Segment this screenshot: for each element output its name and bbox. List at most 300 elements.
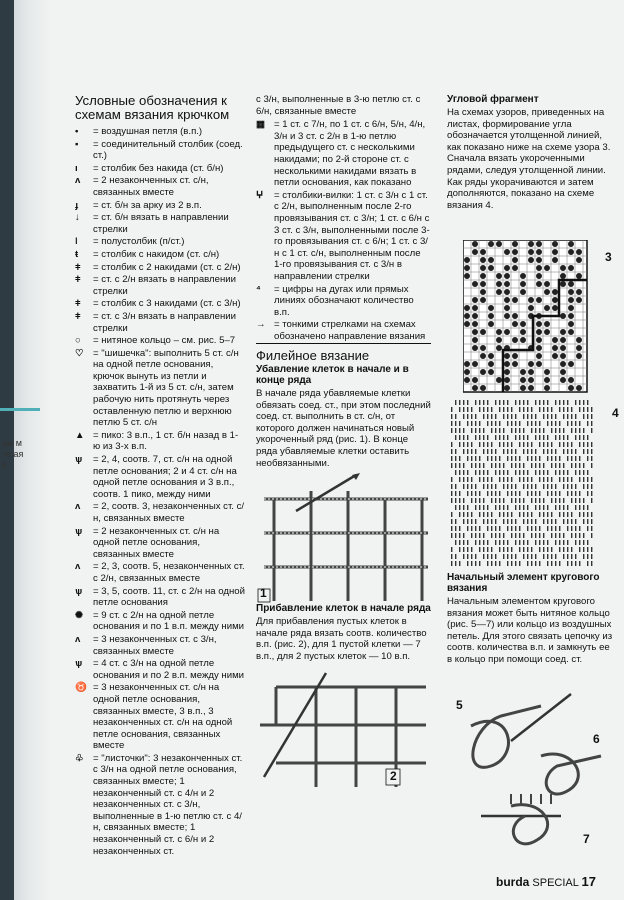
stitch-mark [547,400,548,405]
filled-cell [488,369,494,375]
legend-text: = 2, 4, соотв. 7, ст. с/н на одной петле основания; 2 и 4 ст. с/н на одной петле основания и 3 в.п., соотв. 1 пико, между ними [93,454,237,500]
stitch-symbol-icon: ⁴ [256,283,261,295]
stitch-symbol-icon: ⵖ [256,189,264,201]
filled-cell [568,265,574,271]
legend-text: = 2 незаконченных ст. с/н на одной петле основания, связанных вместе [93,525,220,560]
stitch-mark [483,428,484,433]
stitch-mark [527,421,528,426]
stitch-mark [563,407,564,412]
stitch-mark [527,477,528,482]
filled-cell [504,377,510,383]
stitch-mark [539,498,540,503]
stitch-mark [475,554,476,559]
stitch-mark [567,470,568,475]
stitch-mark [579,456,580,461]
filled-cell [568,241,574,247]
stitch-mark [451,547,452,552]
stitch-mark [559,407,560,412]
stitch-mark [571,442,572,447]
stitch-mark [519,435,520,440]
filled-cell [488,265,494,271]
filled-cell [560,281,566,287]
stitch-mark [455,435,456,440]
filled-cell [560,345,566,351]
stitch-symbol-icon: ʌ [75,501,81,513]
filled-cell [544,377,550,383]
stitch-mark [531,561,532,566]
stitch-mark [559,421,560,426]
stitch-mark [571,519,572,524]
stitch-mark [475,470,476,475]
stitch-mark [475,498,476,503]
filled-cell [528,369,534,375]
stitch-mark [551,477,552,482]
stitch-mark [507,540,508,545]
stitch-mark [491,407,492,412]
stitch-mark [471,547,472,552]
stitch-mark [495,463,496,468]
stitch-mark [543,505,544,510]
filled-cell [552,305,558,311]
stitch-mark [479,407,480,412]
stitch-mark [559,505,560,510]
stitch-mark [471,477,472,482]
stitch-mark [563,435,564,440]
stitch-mark [555,456,556,461]
stitch-mark [491,463,492,468]
stitch-mark [503,519,504,524]
stitch-mark [539,421,540,426]
stitch-mark [495,505,496,510]
stitch-mark [551,428,552,433]
filled-cell [552,297,558,303]
stitch-mark [495,428,496,433]
stitch-mark [515,456,516,461]
stitch-mark [511,512,512,517]
filled-cell [552,345,558,351]
stitch-mark [487,449,488,454]
stitch-mark [519,421,520,426]
stitch-mark [571,407,572,412]
stitch-mark [551,547,552,552]
stitch-mark [479,442,480,447]
stitch-mark [579,435,580,440]
page-number: 17 [581,874,596,889]
stitch-mark [479,498,480,503]
stitch-mark [551,533,552,538]
stitch-mark [511,456,512,461]
filled-cell [560,337,566,343]
stitch-mark [459,435,460,440]
stitch-mark [495,449,496,454]
filled-cell [520,337,526,343]
stitch-symbol-icon: → [256,319,266,331]
stitch-mark [571,484,572,489]
stitch-mark [503,533,504,538]
stitch-mark [555,519,556,524]
stitch-mark [451,477,452,482]
stitch-mark [587,505,588,510]
stitch-mark [455,554,456,559]
legend-item [75,126,245,138]
stitch-mark [563,428,564,433]
stitch-mark [547,477,548,482]
corner-title: Угловой фрагмент [447,94,539,105]
filled-cell [536,297,542,303]
stitch-mark [591,407,592,412]
stitch-mark [491,484,492,489]
stitch-mark [575,456,576,461]
legend-list-2 [256,119,431,342]
legend-text: = столбик без накида (ст. б/н) [93,162,224,174]
stitch-mark [575,470,576,475]
stitch-mark [567,407,568,412]
stitch-mark [499,407,500,412]
stitch-mark [475,435,476,440]
stitch-mark [459,400,460,405]
legend-item [256,190,431,283]
stitch-mark [563,498,564,503]
stitch-mark [587,407,588,412]
filled-cell [512,321,518,327]
stitch-mark [583,540,584,545]
filled-cell [536,273,542,279]
legend-text: = столбик с 3 накидами (ст. с 3/н) [93,298,241,310]
stitch-mark [475,400,476,405]
filled-cell [568,361,574,367]
filled-cell [464,361,470,367]
filled-cell [520,289,526,295]
stitch-mark [455,414,456,419]
stitch-mark [539,526,540,531]
stitch-mark [527,484,528,489]
stitch-mark [535,456,536,461]
stitch-mark [491,547,492,552]
stitch-symbol-icon: ı [75,162,78,174]
stitch-mark [547,540,548,545]
stitch-mark [579,400,580,405]
filled-cell [536,249,542,255]
legend-item [75,212,245,235]
filled-cell [480,289,486,295]
stitch-mark [463,435,464,440]
stitch-mark [491,477,492,482]
stitch-mark [459,512,460,517]
stitch-mark [519,561,520,566]
stitch-mark [451,519,452,524]
filled-cell [576,385,582,391]
stitch-mark [507,414,508,419]
stitch-mark [579,442,580,447]
stitch-mark [539,463,540,468]
stitch-mark [467,561,468,566]
legend-text: = 1 ст. с 7/н, по 1 ст. с 6/н, 5/н, 4/н, 3/н и 3 ст. с 2/н в 1-ю петлю предыдущего ст. с несколькими накидами; по 2-й стороне ст. с несколькими накидами вязать в петли основания, как показано [274,119,426,189]
stitch-mark [535,449,536,454]
stitch-mark [531,491,532,496]
stitch-mark [579,533,580,538]
stitch-mark [571,421,572,426]
legend-item [75,348,245,429]
legend-text: = пико: 3 в.п., 1 ст. б/н назад в 1-ю из 3-х в.п. [93,429,239,453]
stitch-mark [471,428,472,433]
stitch-mark [591,533,592,538]
stitch-mark [455,456,456,461]
stitch-symbol-icon: ǂ [75,310,81,322]
legend-text: = ст. с 3/н вязать в направлении стрелки [93,310,237,334]
stitch-mark [543,435,544,440]
filled-cell [464,369,470,375]
filled-cell [480,329,486,335]
stitch-mark [567,554,568,559]
filled-cell [528,257,534,263]
stitch-mark [475,449,476,454]
stitch-mark [547,470,548,475]
stitch-mark [547,547,548,552]
stitch-symbol-icon: ▦ [256,119,266,131]
filled-cell [544,265,550,271]
stitch-mark [547,484,548,489]
stitch-mark [467,505,468,510]
stitch-mark [583,512,584,517]
pattern-chart-4 [451,400,601,575]
legend-item [75,610,245,633]
stitch-mark [547,456,548,461]
stitch-mark [451,414,452,419]
filled-cell [560,369,566,375]
stitch-mark [495,421,496,426]
legend-text: = 3, 5, соотв. 11, ст. с 2/н на одной петле основания [93,585,245,609]
stitch-mark [499,463,500,468]
stitch-mark [591,449,592,454]
stitch-mark [483,554,484,559]
stitch-mark [583,484,584,489]
stitch-mark [555,414,556,419]
stitch-mark [559,442,560,447]
stitch-mark [455,498,456,503]
stitch-mark [579,512,580,517]
legend-title: Условные обозначения к схемам вязания крючком [75,93,230,122]
filled-cell [480,249,486,255]
filled-cell [512,241,518,247]
stitch-mark [507,407,508,412]
stitch-mark [575,463,576,468]
filled-cell [552,241,558,247]
stitch-symbol-icon: ○ [75,335,81,347]
filled-cell [520,273,526,279]
stitch-mark [535,484,536,489]
filled-cell [552,289,558,295]
stitch-mark [487,407,488,412]
filled-cell [560,313,566,319]
stitch-mark [519,407,520,412]
stitch-mark [551,561,552,566]
stitch-mark [511,526,512,531]
filled-cell [512,257,518,263]
stitch-mark [503,449,504,454]
filled-cell [528,241,534,247]
legend-text: = столбик с накидом (ст. с/н) [93,248,220,260]
stitch-mark [527,554,528,559]
legend-item [75,311,245,334]
stitch-mark [547,561,548,566]
stitch-mark [559,477,560,482]
stitch-mark [535,498,536,503]
stitch-mark [555,428,556,433]
stitch-mark [463,428,464,433]
stitch-mark [463,400,464,405]
stitch-mark [551,456,552,461]
stitch-mark [531,526,532,531]
stitch-mark [507,547,508,552]
stitch-mark [567,547,568,552]
filled-cell [472,337,478,343]
stitch-mark [515,463,516,468]
stitch-mark [467,540,468,545]
stitch-mark [531,442,532,447]
stitch-mark [535,428,536,433]
stitch-symbol-icon: ʌ [75,175,81,187]
stitch-mark [547,435,548,440]
stitch-mark [535,414,536,419]
filled-cell [560,273,566,279]
stitch-mark [571,554,572,559]
stitch-mark [511,428,512,433]
stitch-mark [471,533,472,538]
stitch-mark [511,547,512,552]
filled-cell [504,249,510,255]
stitch-mark [459,533,460,538]
stitch-mark [495,456,496,461]
stitch-mark [555,498,556,503]
filled-cell [576,249,582,255]
stitch-mark [483,470,484,475]
filled-cell [464,321,470,327]
stitch-mark [519,533,520,538]
filled-cell [464,273,470,279]
stitch-mark [479,540,480,545]
filled-cell [472,361,478,367]
stitch-mark [571,498,572,503]
stitch-mark [539,456,540,461]
stitch-mark [555,561,556,566]
stitch-mark [523,428,524,433]
legend-text: = столбики-вилки: 1 ст. с 3/н с 1 ст. с 2/н, выполненным после 2-го провязывания ст. с 3/н; 1 ст. с 6/н с 3 ст. с 3/н, выполненными после 3-го провязывания ст. с 6/н; 1 ст. с 3/н с 1 ст. с/н, выполненным после 1-го провязывания ст. с 3/н в направлении стрелки [274,189,430,282]
stitch-mark [507,512,508,517]
stitch-mark [535,519,536,524]
stitch-mark [479,421,480,426]
stitch-mark [471,491,472,496]
stitch-mark [563,519,564,524]
stitch-mark [507,505,508,510]
figure-2-label: 2 [390,768,397,783]
stitch-mark [559,512,560,517]
legend-item [75,139,245,162]
legend-text: = нитяное кольцо – см. рис. 5–7 [93,335,236,347]
stitch-mark [455,449,456,454]
stitch-mark [455,540,456,545]
stitch-mark [499,421,500,426]
stitch-mark [479,526,480,531]
stitch-mark [587,540,588,545]
filled-cell [536,337,542,343]
stitch-mark [591,554,592,559]
stitch-mark [507,449,508,454]
corner-column [447,94,613,213]
stitch-mark [535,463,536,468]
stitch-mark [487,519,488,524]
legend-item [75,175,245,198]
stitch-mark [551,442,552,447]
stitch-mark [543,512,544,517]
stitch-mark [523,470,524,475]
stitch-mark [491,491,492,496]
figure-1 [256,471,431,603]
stitch-mark [463,449,464,454]
filled-cell [576,297,582,303]
stitch-mark [579,498,580,503]
stitch-mark [467,400,468,405]
chart-3-label: 3 [605,250,612,264]
stitch-mark [575,554,576,559]
stitch-mark [451,463,452,468]
stitch-mark [575,428,576,433]
stitch-mark [471,561,472,566]
stitch-mark [543,442,544,447]
stitch-mark [523,540,524,545]
stitch-mark [583,414,584,419]
stitch-mark [515,435,516,440]
filled-cell [544,369,550,375]
stitch-mark [491,414,492,419]
stitch-mark [483,512,484,517]
stitch-mark [475,491,476,496]
legend-text: = ст. с 2/н вязать в направлении стрелки [93,274,237,297]
subsection-title-increase: Прибавление клеток в начале ряда [256,603,431,615]
stitch-mark [583,519,584,524]
stitch-symbol-icon: ѱ [75,585,83,597]
stitch-mark [479,512,480,517]
filled-cell [512,353,518,359]
filled-cell [512,249,518,255]
stitch-mark [503,505,504,510]
stitch-mark [519,491,520,496]
stitch-mark [499,498,500,503]
stitch-mark [535,470,536,475]
legend-text: = воздушная петля (в.п.) [93,126,203,137]
filled-cell [520,369,526,375]
stitch-mark [487,505,488,510]
stitch-mark [563,400,564,405]
stitch-mark [511,442,512,447]
stitch-mark [459,442,460,447]
stitch-mark [479,547,480,552]
stitch-mark [519,547,520,552]
stitch-mark [483,414,484,419]
legend-item [75,335,245,347]
stitch-mark [455,519,456,524]
stitch-mark [491,554,492,559]
stitch-mark [535,554,536,559]
stitch-mark [451,561,452,566]
stitch-mark [455,470,456,475]
stitch-mark [483,484,484,489]
filled-cell [568,289,574,295]
stitch-mark [519,463,520,468]
stitch-mark [523,477,524,482]
filled-cell [472,329,478,335]
filled-cell [512,313,518,319]
round-text: Начальным элементом кругового вязания может быть нитяное кольцо (рис. 5—7) или кольцо из воздушных петель. Для этого связать цепочку из соотв. количества в.п. и замкнуть ее в кольцо при помощи соед. ст. [447,596,613,665]
